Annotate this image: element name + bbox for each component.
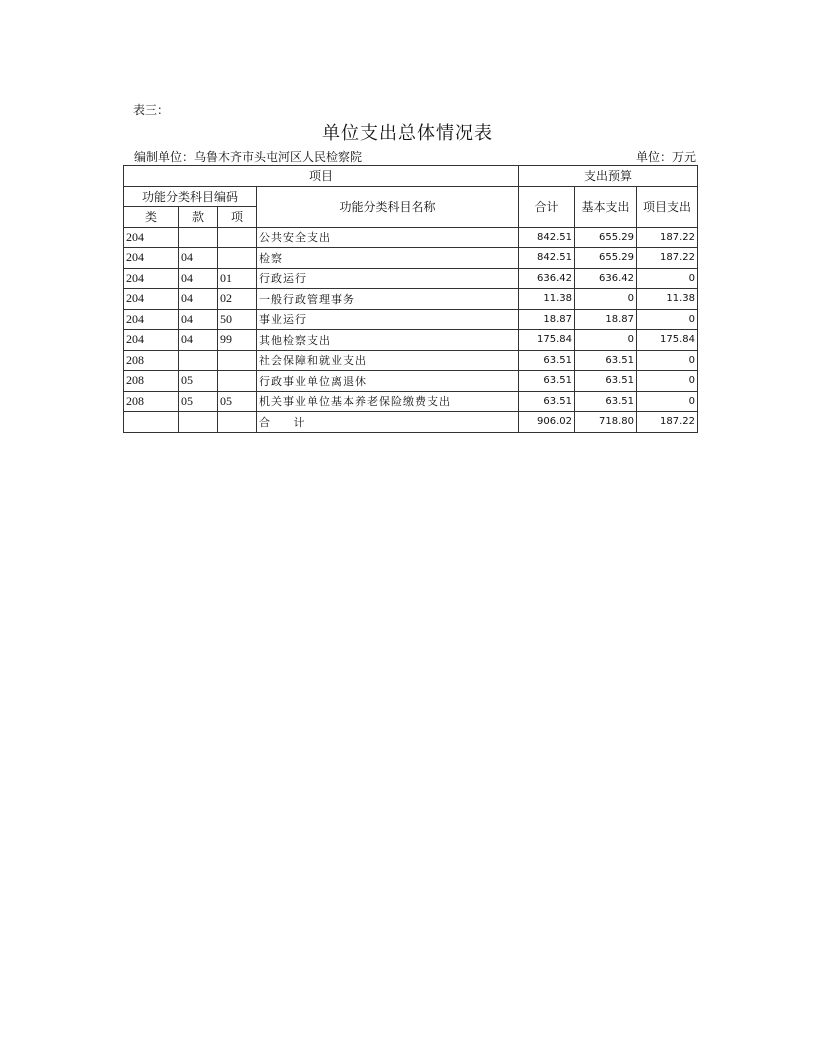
cell-lei: 208	[124, 391, 179, 412]
cell-empty	[124, 412, 179, 433]
cell-lei: 208	[124, 350, 179, 371]
cell-basic: 655.29	[575, 248, 637, 269]
cell-kuan: 04	[179, 268, 218, 289]
cell-xiang: 99	[218, 330, 257, 351]
total-project: 187.22	[637, 412, 698, 433]
cell-lei: 204	[124, 268, 179, 289]
document-title: 单位支出总体情况表	[322, 123, 493, 144]
cell-xiang: 02	[218, 289, 257, 310]
cell-project: 187.22	[637, 227, 698, 248]
cell-basic: 63.51	[575, 391, 637, 412]
header-kuan: 款	[179, 207, 218, 228]
cell-name: 机关事业单位基本养老保险缴费支出	[257, 391, 519, 412]
cell-xiang	[218, 248, 257, 269]
cell-lei: 208	[124, 371, 179, 392]
cell-project: 187.22	[637, 248, 698, 269]
cell-xiang: 05	[218, 391, 257, 412]
cell-name: 行政运行	[257, 268, 519, 289]
header-func-code: 功能分类科目编码	[124, 186, 257, 207]
cell-lei: 204	[124, 309, 179, 330]
cell-lei: 204	[124, 330, 179, 351]
cell-lei: 204	[124, 289, 179, 310]
cell-kuan: 04	[179, 309, 218, 330]
cell-total: 63.51	[519, 350, 575, 371]
table-row	[124, 330, 698, 351]
cell-xiang	[218, 227, 257, 248]
cell-project: 0	[637, 268, 698, 289]
cell-total: 175.84	[519, 330, 575, 351]
header-project-exp: 项目支出	[637, 186, 698, 227]
cell-xiang: 50	[218, 309, 257, 330]
cell-lei: 204	[124, 248, 179, 269]
table-row	[124, 309, 698, 330]
table-number-label: 表三：	[133, 103, 170, 117]
cell-name: 检察	[257, 248, 519, 269]
cell-basic: 636.42	[575, 268, 637, 289]
cell-kuan: 04	[179, 330, 218, 351]
total-basic: 718.80	[575, 412, 637, 433]
cell-total: 18.87	[519, 309, 575, 330]
cell-xiang	[218, 371, 257, 392]
table-row	[124, 227, 698, 248]
cell-project: 0	[637, 309, 698, 330]
cell-name: 公共安全支出	[257, 227, 519, 248]
cell-total: 842.51	[519, 248, 575, 269]
cell-name: 事业运行	[257, 309, 519, 330]
cell-project: 0	[637, 371, 698, 392]
table-row	[124, 350, 698, 371]
cell-project: 0	[637, 391, 698, 412]
header-lei: 类	[124, 207, 179, 228]
header-basic: 基本支出	[575, 186, 637, 227]
cell-total: 842.51	[519, 227, 575, 248]
cell-name: 一般行政管理事务	[257, 289, 519, 310]
cell-kuan: 04	[179, 248, 218, 269]
cell-name: 行政事业单位离退休	[257, 371, 519, 392]
header-budget: 支出预算	[519, 166, 698, 187]
header-xiang: 项	[218, 207, 257, 228]
cell-empty	[179, 412, 218, 433]
cell-kuan: 04	[179, 289, 218, 310]
cell-kuan	[179, 227, 218, 248]
cell-basic: 655.29	[575, 227, 637, 248]
total-sum: 906.02	[519, 412, 575, 433]
currency-unit: 单位：万元	[635, 150, 696, 164]
cell-basic: 63.51	[575, 350, 637, 371]
cell-lei: 204	[124, 227, 179, 248]
compiling-unit: 编制单位：乌鲁木齐市头屯河区人民检察院	[134, 150, 363, 164]
cell-kuan: 05	[179, 391, 218, 412]
table-row	[124, 268, 698, 289]
cell-basic: 0	[575, 289, 637, 310]
header-project: 项目	[124, 166, 519, 187]
total-label: 合 计	[257, 412, 519, 433]
table-row	[124, 289, 698, 310]
table-row	[124, 248, 698, 269]
header-func-name: 功能分类科目名称	[257, 186, 519, 227]
table-row	[124, 371, 698, 392]
cell-empty	[218, 412, 257, 433]
cell-project: 175.84	[637, 330, 698, 351]
table-row	[124, 391, 698, 412]
cell-basic: 63.51	[575, 371, 637, 392]
cell-total: 11.38	[519, 289, 575, 310]
total-row	[124, 412, 698, 433]
cell-kuan	[179, 350, 218, 371]
cell-name: 其他检察支出	[257, 330, 519, 351]
header-total: 合计	[519, 186, 575, 227]
cell-total: 63.51	[519, 371, 575, 392]
cell-basic: 0	[575, 330, 637, 351]
cell-basic: 18.87	[575, 309, 637, 330]
cell-name: 社会保障和就业支出	[257, 350, 519, 371]
expenditure-table	[123, 165, 698, 433]
cell-total: 636.42	[519, 268, 575, 289]
cell-xiang	[218, 350, 257, 371]
cell-kuan: 05	[179, 371, 218, 392]
meta-row	[134, 148, 696, 165]
cell-xiang: 01	[218, 268, 257, 289]
cell-project: 11.38	[637, 289, 698, 310]
cell-project: 0	[637, 350, 698, 371]
cell-total: 63.51	[519, 391, 575, 412]
